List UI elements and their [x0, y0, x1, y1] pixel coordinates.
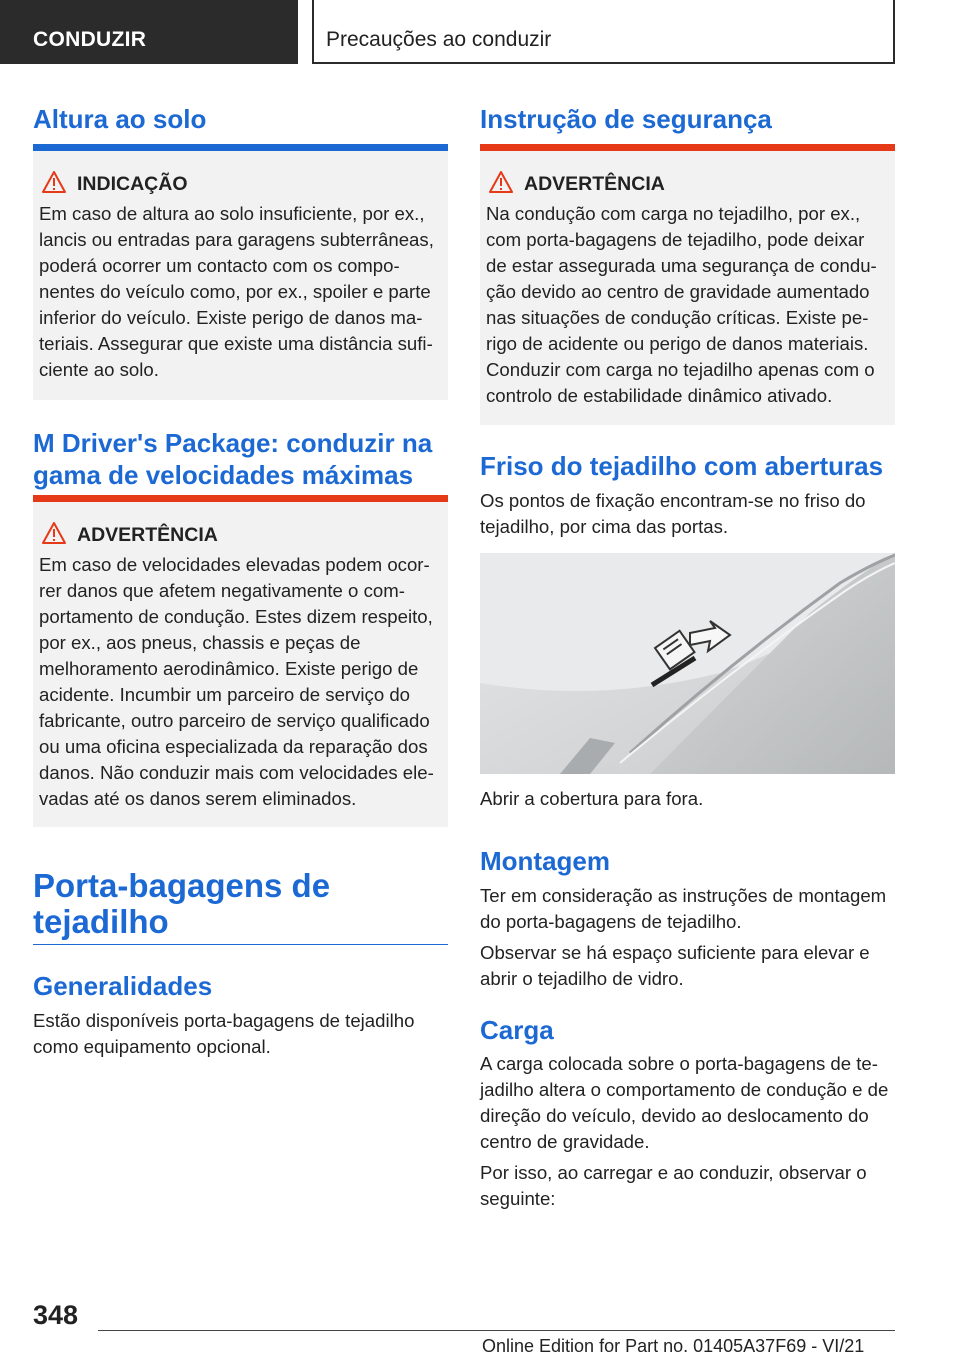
notice-box: [33, 144, 448, 400]
notice-label: INDICAÇÃO: [77, 173, 188, 195]
edition-info: Online Edition for Part no. 01405A37F69 - VI/21: [482, 1336, 865, 1356]
mounting-text-1: Ter em consideração as instruções de montagem do porta-bagagens de tejadilho.: [480, 885, 887, 932]
roof-trim-text: Os pontos de fixação encontram-se no friso do tejadilho, por cima das portas.: [480, 490, 866, 537]
notice-text: Em caso de altura ao solo insuficiente, por ex., lancis ou entradas para garagens subterrâneas, poderá ocorrer um contacto com os componentes do veículo como, por ex., spoiler e parte inferior do veículo. Existe perigo de danos materiais. Assegurar que existe uma distância suficiente ao solo.: [39, 203, 434, 380]
roof-trim-photo: [480, 553, 895, 774]
roof-rack-heading: Porta-bagagens de tejadilho: [33, 867, 331, 940]
warning-triangle-icon: [41, 170, 67, 194]
general-heading: Generalidades: [33, 971, 213, 1001]
warning-label: ADVERTÊNCIA: [77, 524, 218, 546]
warning-text: Em caso de velocidades elevadas podem ocorrer danos que afetem negativamente o comportamento de condução. Estes dizem respeito, por ex., aos pneus, chassis e peças de melhoramento aerodinâmico. Existe perigo de acidente. Incumbir um parceiro de serviço do fabricante, outro parceiro de serviço qualificado ou uma oficina especializada da reparação dos danos. Não conduzir mais com velocidades elevadas até os danos serem eliminados.: [39, 554, 434, 809]
load-heading: Carga: [480, 1015, 554, 1045]
ground-clearance-heading: Altura ao solo: [33, 104, 207, 134]
chapter-title: Precauções ao conduzir: [326, 28, 552, 51]
warning-text: Na condução com carga no tejadilho, por ex., com porta-bagagens de tejadilho, pode deixar de estar assegurada uma segurança de condução devido ao centro de gravidade aumentado nas situações de condução críticas. Existe perigo de acidente ou perigo de danos materiais. Conduzir com carga no tejadilho apenas com o controlo de estabilidade dinâmico ativado.: [486, 203, 877, 406]
roof-trim-illustration: [480, 553, 895, 774]
page-number: 348: [33, 1300, 79, 1330]
section-tab: [0, 0, 298, 64]
load-text-2: Por isso, ao carregar e ao conduzir, observar o seguinte:: [480, 1162, 867, 1209]
mounting-heading: Montagem: [480, 846, 610, 876]
warning-triangle-icon: [41, 521, 67, 545]
warning-triangle-icon: [488, 170, 514, 194]
load-text-1: A carga colocada sobre o porta-bagagens de tejadilho altera o comportamento de condução e de direção do veículo, devido ao deslocamento do centro de gravidade.: [480, 1053, 889, 1152]
warning-box-m-drivers: [33, 495, 448, 827]
footer-rule: [98, 1330, 895, 1331]
m-drivers-heading: M Driver's Package: conduzir na gama de velocidades máximas: [33, 428, 433, 490]
photo-caption: Abrir a cobertura para fora.: [480, 788, 704, 809]
warning-label: ADVERTÊNCIA: [524, 173, 665, 195]
mounting-text-2: Observar se há espaço suficiente para elevar e abrir o tejadilho de vidro.: [480, 942, 870, 989]
warning-box-safety: [480, 144, 895, 425]
heading-rule: [33, 944, 448, 945]
section-title: CONDUZIR: [33, 28, 147, 51]
roof-trim-heading: Friso do tejadilho com aberturas: [480, 451, 884, 481]
general-text: Estão disponíveis porta-bagagens de tejadilho como equipamento opcional.: [33, 1010, 415, 1057]
chapter-tab: [312, 0, 895, 64]
safety-heading: Instrução de segurança: [480, 104, 772, 134]
